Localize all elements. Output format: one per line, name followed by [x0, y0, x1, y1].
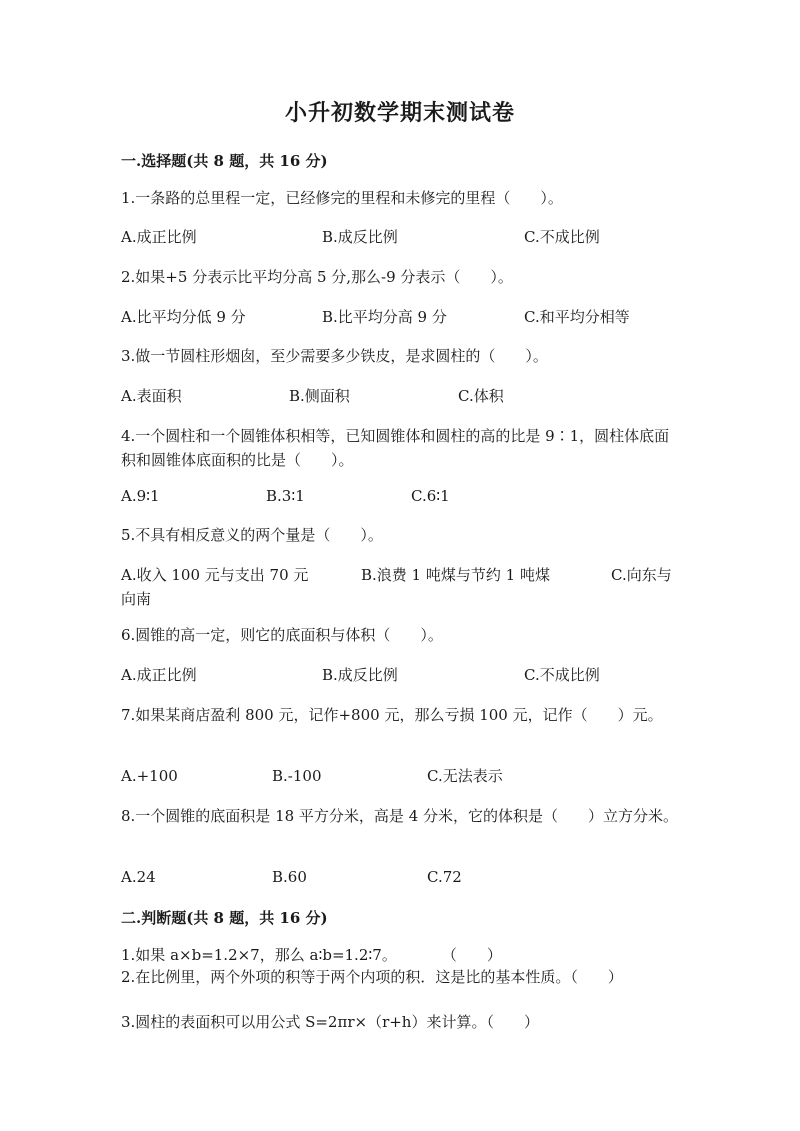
page-title: 小升初数学期末测试卷 [284, 100, 515, 126]
question-4: 4.一个圆柱和一个圆锥体积相等，已知圆锥体和圆柱的高的比是 9∶1，圆柱体底面积和圆锥体底面积的比是（ ）。 [121, 427, 670, 469]
q1-option-b: B.成反比例 [322, 228, 398, 246]
question-7: 7.如果某商店盈利 800 元，记作+800 元，那么亏损 100 元，记作（ ）元。 [121, 706, 663, 724]
question-2: 2.如果+5 分表示比平均分高 5 分,那么-9 分表示（ ）。 [121, 268, 513, 286]
q3-option-b: B.侧面积 [289, 387, 350, 405]
tf-item-1: 1.如果 a×b=1.2×7，那么 a∶b=1.2∶7。 （ ） [121, 946, 502, 964]
question-5: 5.不具有相反意义的两个量是（ ）。 [121, 526, 383, 544]
q6-option-c: C.不成比例 [524, 666, 600, 684]
question-1: 1.一条路的总里程一定，已经修完的里程和未修完的里程（ ）。 [121, 189, 563, 207]
q4-option-b: B.3∶1 [266, 487, 305, 505]
section-heading-choice: 一.选择题(共 8 题，共 16 分) [121, 152, 328, 170]
section-heading-true-false: 二.判断题(共 8 题，共 16 分) [121, 909, 328, 927]
tf-item-2: 2.在比例里，两个外项的积等于两个内项的积．这是比的基本性质。（ ） [121, 968, 623, 986]
q8-option-a: A.24 [121, 868, 156, 886]
q5-option-c-continued: 向南 [121, 590, 152, 608]
question-8: 8.一个圆锥的底面积是 18 平方分米，高是 4 分米，它的体积是（ ）立方分米。 [121, 807, 679, 825]
q4-option-a: A.9∶1 [121, 487, 160, 505]
q5-option-b: B.浪费 1 吨煤与节约 1 吨煤 [361, 566, 550, 584]
q8-option-b: B.60 [272, 868, 307, 886]
q7-option-b: B.-100 [272, 767, 322, 785]
q7-option-a: A.+100 [121, 767, 178, 785]
q1-option-c: C.不成比例 [524, 228, 600, 246]
q8-option-c: C.72 [427, 868, 462, 886]
q5-option-a: A.收入 100 元与支出 70 元 [121, 566, 309, 584]
q6-option-a: A.成正比例 [121, 666, 197, 684]
question-6: 6.圆锥的高一定，则它的底面积与体积（ ）。 [121, 626, 443, 644]
q2-option-b: B.比平均分高 9 分 [322, 308, 447, 326]
q5-option-c: C.向东与 [611, 566, 672, 584]
q6-option-b: B.成反比例 [322, 666, 398, 684]
question-3: 3.做一节圆柱形烟囱，至少需要多少铁皮，是求圆柱的（ ）。 [121, 347, 548, 365]
q3-option-c: C.体积 [458, 387, 504, 405]
q1-option-a: A.成正比例 [121, 228, 197, 246]
q2-option-a: A.比平均分低 9 分 [121, 308, 246, 326]
q7-option-c: C.无法表示 [427, 767, 503, 785]
q4-option-c: C.6∶1 [411, 487, 450, 505]
q3-option-a: A.表面积 [121, 387, 182, 405]
tf-item-3: 3.圆柱的表面积可以用公式 S=2πr×（r+h）来计算。（ ） [121, 1013, 539, 1031]
q2-option-c: C.和平均分相等 [524, 308, 630, 326]
